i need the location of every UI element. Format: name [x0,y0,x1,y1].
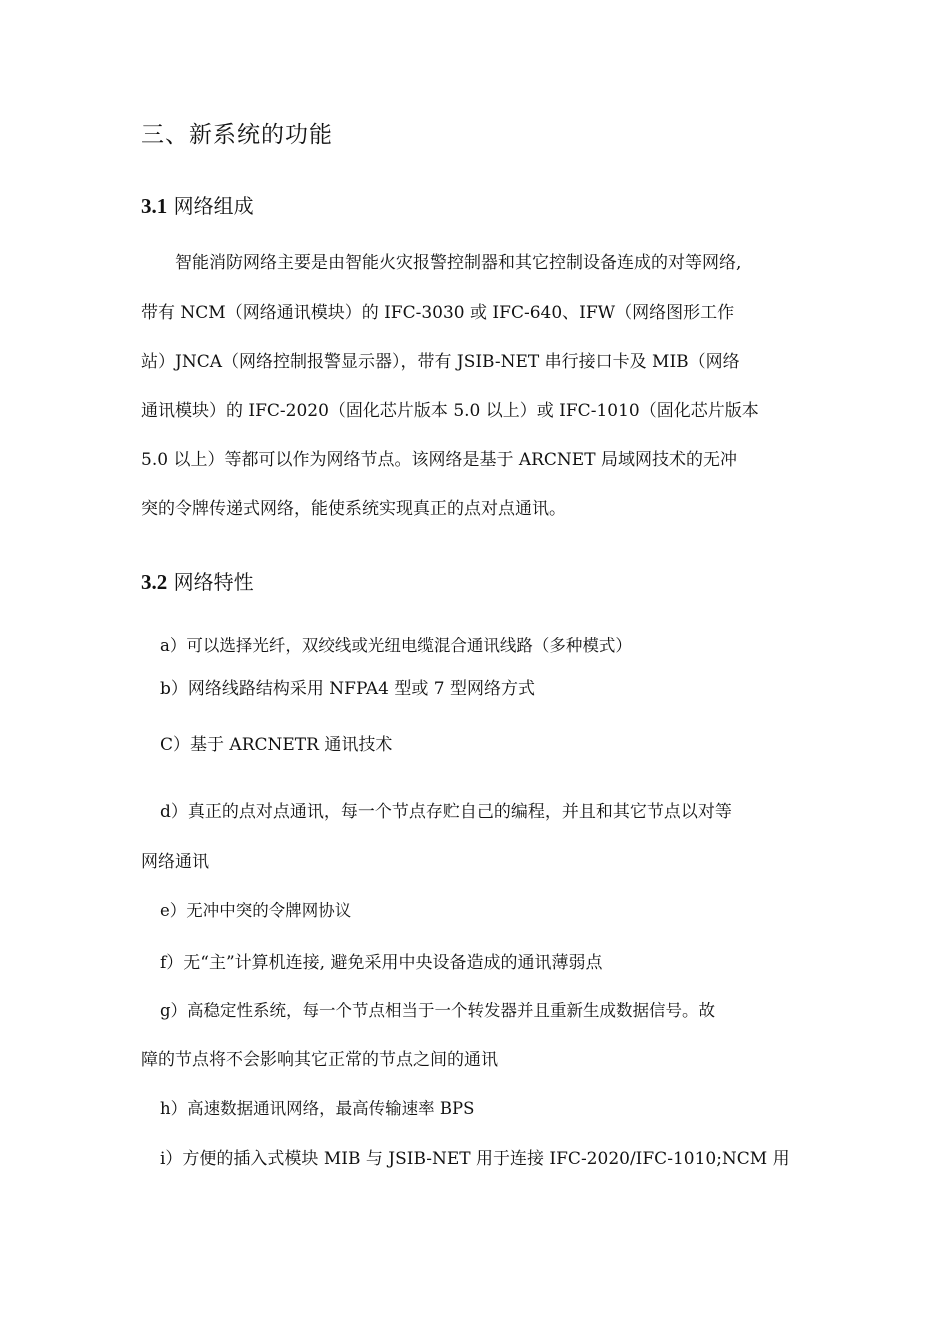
heading-3-1-title: 网络组成 [173,194,254,218]
section-title: 三、新系统的功能 [141,122,333,148]
feature-item-a: a）可以选择光纤，双绞线或光纽电缆混合通讯线路（多种模式） [160,636,632,655]
intro-line: 通讯模块）的 IFC-2020（固化芯片版本 5.0 以上）或 IFC-1010（固化芯片版本 [141,401,759,421]
intro-line: 5.0 以上）等都可以作为网络节点。该网络是基于 ARCNET 局域网技术的无冲 [141,450,737,470]
feature-item-h: h）高速数据通讯网络，最高传输速率 BPS [160,1099,475,1118]
intro-line: 智能消防网络主要是由智能火灾报警控制器和其它控制设备连成的对等网络, [175,253,742,273]
feature-item-f: f）无“主”计算机连接, 避免采用中央设备造成的通讯薄弱点 [160,953,603,973]
feature-item-d: d）真正的点对点通讯，每一个节点存贮自己的编程，并且和其它节点以对等 [160,802,732,822]
feature-item-d-cont: 网络通讯 [141,852,209,872]
intro-line: 站）JNCA（网络控制报警显示器），带有 JSIB-NET 串行接口卡及 MIB（网络 [141,352,740,372]
feature-item-i: i）方便的插入式模块 MIB 与 JSIB-NET 用于连接 IFC-2020/IFC-1010;NCM 用 [160,1149,790,1169]
feature-item-c: C）基于 ARCNETR 通讯技术 [160,735,393,755]
feature-item-g-cont: 障的节点将不会影响其它正常的节点之间的通讯 [141,1050,498,1070]
intro-line: 突的令牌传递式网络，能使系统实现真正的点对点通讯。 [141,499,566,519]
heading-3-2-title: 网络特性 [173,570,254,594]
feature-item-g: g）高稳定性系统，每一个节点相当于一个转发器并且重新生成数据信号。故 [160,1001,716,1020]
heading-3-1 [141,190,254,219]
heading-3-2-number: 3.2 [141,570,168,594]
feature-item-b: b）网络线路结构采用 NFPA4 型或 7 型网络方式 [160,679,535,699]
intro-line: 带有 NCM（网络通讯模块）的 IFC-3030 或 IFC-640、IFW（网络图形工作 [141,303,735,323]
heading-3-1-number: 3.1 [141,194,168,218]
heading-3-2 [141,566,254,595]
feature-item-e: e）无冲中突的令牌网协议 [160,901,352,920]
